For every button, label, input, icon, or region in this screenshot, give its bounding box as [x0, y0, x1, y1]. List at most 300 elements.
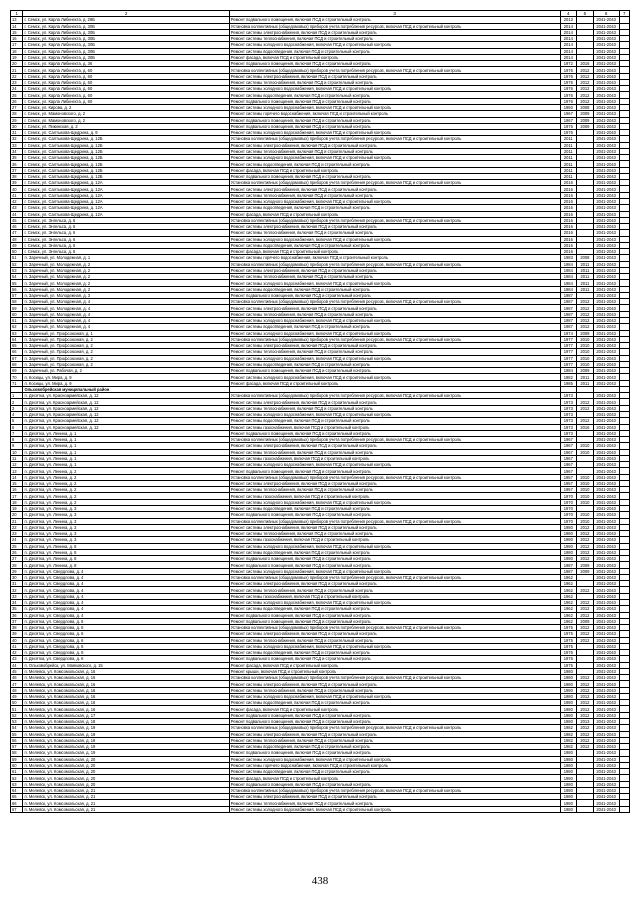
- address-cell: п. Десятка, ул. Ленина, д. 2: [23, 493, 229, 499]
- work-type-cell: Ремонт системы электроснабжения, включая ПСД и строительный контроль: [229, 142, 560, 148]
- address-cell: п. Десятка, ул. Ленина, д. 8: [23, 562, 229, 568]
- address-cell: г. Семск, ул. Карла Либкнехта, д. 60: [23, 67, 229, 73]
- row-number: 33: [11, 142, 23, 148]
- work-type-cell: Ремонт системы электроснабжения, включая ПСД и строительный контроль: [229, 681, 560, 687]
- year-built-cell: 1984: [560, 267, 577, 273]
- address-cell: п. Мелевск, ул. Комсомольская, д. 20: [23, 762, 229, 768]
- work-type-cell: Ремонт крыши, включая ПСД и строительный контроль: [229, 668, 560, 674]
- row-number: 29: [11, 568, 23, 574]
- last-repair-year-cell: 2010: [577, 499, 594, 505]
- row-number: 31: [11, 130, 23, 136]
- address-cell: г. Семск, ул. Салтыкова-Щедрина, д. 12А: [23, 192, 229, 198]
- planned-period-cell: 2041-2043: [593, 574, 619, 580]
- last-repair-year-cell: 2012: [577, 98, 594, 104]
- row-number: 51: [11, 255, 23, 261]
- year-built-cell: 2014: [560, 42, 577, 48]
- planned-period-cell: 2041-2043: [593, 700, 619, 706]
- address-cell: п. Десятка, ул. Ленина, д. 3: [23, 537, 229, 543]
- last-repair-year-cell: 2011: [577, 286, 594, 292]
- row-number: 57: [11, 292, 23, 298]
- planned-period-cell: 2041-2043: [593, 662, 619, 668]
- year-built-cell: 1976: [560, 79, 577, 85]
- work-type-cell: Ремонт системы холодного водоснабжения, включая ПСД и строительный контроль: [229, 499, 560, 505]
- address-cell: п. Десятка, ул. Свердлова, д. 6: [23, 637, 229, 643]
- row-number: 15: [11, 480, 23, 486]
- year-built-cell: 1977: [560, 361, 577, 367]
- row-number: 19: [11, 505, 23, 511]
- row-number: 64: [11, 336, 23, 342]
- last-repair-year-cell: 2012: [577, 631, 594, 637]
- row-number: 63: [11, 330, 23, 336]
- year-built-cell: 1975: [560, 123, 577, 129]
- work-type-cell: Ремонт системы водоотведения, включая ПСД и строительный контроль: [229, 549, 560, 555]
- work-type-cell: Ремонт подвального помещения, включая ПСД и строительный контроль: [229, 656, 560, 662]
- work-type-cell: Ремонт системы электроснабжения, включая ПСД и строительный контроль: [229, 443, 560, 449]
- work-type-cell: Ремонт системы холодного водоснабжения, включая ПСД и строительный контроль: [229, 236, 560, 242]
- last-repair-year-cell: 2012: [577, 725, 594, 731]
- last-repair-year-cell: 2012: [577, 744, 594, 750]
- work-type-cell: Ремонт системы теплоснабжения, включая ПСД и строительный контроль: [229, 192, 560, 198]
- work-type-cell: Ремонт системы холодного водоснабжения, включая ПСД и строительный контроль: [229, 374, 560, 380]
- address-cell: п. Десятка, ул. Ленина, д. 8: [23, 549, 229, 555]
- planned-period-cell: 2041-2043: [593, 637, 619, 643]
- year-built-cell: 1970: [560, 499, 577, 505]
- row-number: 46: [11, 224, 23, 230]
- year-built-cell: 1980: [560, 524, 577, 530]
- planned-period-cell: 2041-2043: [593, 455, 619, 461]
- planned-period-cell: 2041-2043: [593, 505, 619, 511]
- year-built-cell: 2013: [560, 17, 577, 23]
- year-built-cell: 2016: [560, 217, 577, 223]
- year-built-cell: 2016: [560, 198, 577, 204]
- row-number: 28: [11, 111, 23, 117]
- planned-period-cell: 2041-2043: [593, 104, 619, 110]
- work-type-cell: Ремонт системы электроснабжения, включая ПСД и строительный контроль: [229, 581, 560, 587]
- year-built-cell: 2011: [560, 155, 577, 161]
- row-number: 43: [11, 656, 23, 662]
- address-cell: п. Десятка, ул. Свердлова, д. 4: [23, 593, 229, 599]
- row-number: 66: [11, 349, 23, 355]
- planned-period-cell: 2041-2043: [593, 493, 619, 499]
- work-type-cell: Ремонт системы электроснабжения, включая ПСД и строительный контроль: [229, 631, 560, 637]
- planned-period-cell: 2041-2043: [593, 155, 619, 161]
- year-built-cell: 1962: [560, 581, 577, 587]
- planned-period-cell: 2041-2043: [593, 368, 619, 374]
- address-cell: п. Заречный, ул. Молодежная, д. 2: [23, 280, 229, 286]
- planned-period-cell: 2041-2043: [593, 324, 619, 330]
- planned-period-cell: 2041-2043: [593, 274, 619, 280]
- work-type-cell: Ремонт системы электроснабжения, включая ПСД и строительный контроль: [229, 794, 560, 800]
- row-number: 67: [11, 806, 23, 812]
- year-built-cell: 1980: [560, 712, 577, 718]
- work-type-cell: Ремонт системы водоотведения, включая ПСД и строительный контроль: [229, 48, 560, 54]
- year-built-cell: 1980: [560, 750, 577, 756]
- row-number: 4: [11, 412, 23, 418]
- planned-period-cell: 2041-2043: [593, 111, 619, 117]
- work-type-cell: Ремонт подвального помещения, включая ПСД и строительный контроль: [229, 117, 560, 123]
- row-number: 38: [11, 173, 23, 179]
- work-type-cell: Ремонт системы водоотведения, включая ПСД и строительный контроль: [229, 286, 560, 292]
- row-number: 60: [11, 311, 23, 317]
- row-number: 25: [11, 543, 23, 549]
- address-cell: п. Заречный, ул. Молодежная, д. 4: [23, 305, 229, 311]
- address-cell: г. Семск, ул. Салтыкова-Щедрина, д. 12Б: [23, 142, 229, 148]
- year-built-cell: 2016: [560, 211, 577, 217]
- work-type-cell: Ремонт системы газоснабжения, включая ПСД и строительный контроль: [229, 537, 560, 543]
- row-number: 50: [11, 700, 23, 706]
- table-body: [11, 11, 630, 813]
- work-type-cell: Ремонт фасада, включая ПСД и строительный контроль: [229, 775, 560, 781]
- work-type-cell: Ремонт системы водоотведения, включая ПСД и строительный контроль: [229, 161, 560, 167]
- row-number: 34: [11, 599, 23, 605]
- planned-period-cell: 2041-2043: [593, 92, 619, 98]
- row-number: 22: [11, 524, 23, 530]
- last-repair-year-cell: 2012: [577, 405, 594, 411]
- year-built-cell: 1975: [560, 643, 577, 649]
- year-built-cell: 1980: [560, 681, 577, 687]
- last-repair-year-cell: 2012: [577, 86, 594, 92]
- row-number: 39: [11, 631, 23, 637]
- column-number-4: 4: [560, 11, 577, 17]
- row-number: 61: [11, 318, 23, 324]
- planned-period-cell: 2041-2043: [593, 86, 619, 92]
- last-repair-year-cell: 2011: [577, 280, 594, 286]
- last-repair-year-cell: 2010: [577, 336, 594, 342]
- row-number: 20: [11, 61, 23, 67]
- row-number: 47: [11, 230, 23, 236]
- planned-period-cell: 2041-2043: [593, 769, 619, 775]
- last-repair-year-cell: 2011: [577, 274, 594, 280]
- last-repair-year-cell: 2012: [577, 305, 594, 311]
- row-number: 43: [11, 205, 23, 211]
- last-repair-year-cell: 2009: [577, 618, 594, 624]
- planned-period-cell: 2041-2043: [593, 474, 619, 480]
- planned-period-cell: 2041-2043: [593, 311, 619, 317]
- last-repair-year-cell: 2012: [577, 731, 594, 737]
- work-type-cell: Ремонт системы холодного водоснабжения, включая ПСД и строительный контроль: [229, 462, 560, 468]
- address-cell: п. Мелевск, ул. Комсомольская, д. 19: [23, 750, 229, 756]
- year-built-cell: 1976: [560, 98, 577, 104]
- year-built-cell: 2014: [560, 23, 577, 29]
- year-built-cell: 2011: [560, 173, 577, 179]
- work-type-cell: Ремонт системы холодного водоснабжения, включая ПСД и строительный контроль: [229, 280, 560, 286]
- address-cell: п. Десятка, ул. Свердлова, д. 6: [23, 631, 229, 637]
- row-number: 64: [11, 787, 23, 793]
- work-type-cell: Ремонт системы газоснабжения, включая ПСД и строительный контроль: [229, 424, 560, 430]
- last-repair-year-cell: 2011: [577, 261, 594, 267]
- year-built-cell: 1973: [560, 430, 577, 436]
- planned-period-cell: 2041-2043: [593, 675, 619, 681]
- row-number: 25: [11, 92, 23, 98]
- planned-period-cell: 2041-2043: [593, 292, 619, 298]
- address-cell: п. Десятка, ул. Свердлова, д. 4: [23, 574, 229, 580]
- work-type-cell: Ремонт системы холодного водоснабжения, включая ПСД и строительный контроль: [229, 318, 560, 324]
- row-number: 27: [11, 556, 23, 562]
- work-type-cell: Ремонт системы водоотведения, включая ПСД и строительный контроль: [229, 650, 560, 656]
- work-type-cell: Ремонт системы теплоснабжения, включая ПСД и строительный контроль: [229, 230, 560, 236]
- planned-period-cell: 2041-2043: [593, 23, 619, 29]
- row-number: 16: [11, 36, 23, 42]
- planned-period-cell: 2041-2043: [593, 136, 619, 142]
- address-cell: п. Заречный, ул. Профсоюзная, д. 2: [23, 336, 229, 342]
- address-cell: г. Семск, ул. Карла Либкнехта, д. 30Б: [23, 23, 229, 29]
- year-built-cell: 2016: [560, 180, 577, 186]
- planned-period-cell: 2041-2043: [593, 449, 619, 455]
- last-repair-year-cell: 2010: [577, 474, 594, 480]
- planned-period-cell: 2041-2043: [593, 650, 619, 656]
- address-cell: п. Мелевск, ул. Комсомольская, д. 21: [23, 794, 229, 800]
- work-type-cell: Ремонт системы теплоснабжения, включая ПСД и строительный контроль: [229, 405, 560, 411]
- planned-period-cell: 2041-2043: [593, 361, 619, 367]
- planned-period-cell: 2041-2043: [593, 374, 619, 380]
- year-built-cell: 1950: [560, 104, 577, 110]
- address-cell: г. Семск, ул. Карла Либкнехта, д. 30Б: [23, 42, 229, 48]
- address-cell: п. Заречный, ул. Рабочая, д. 2: [23, 368, 229, 374]
- work-type-cell: Ремонт подвального помещения, включая ПСД и строительный контроль: [229, 123, 560, 129]
- last-repair-year-cell: 2010: [577, 349, 594, 355]
- last-repair-year-cell: 2008: [577, 255, 594, 261]
- last-repair-year-cell: [577, 806, 594, 812]
- planned-period-cell: 2041-2043: [593, 142, 619, 148]
- planned-period-cell: 2041-2043: [593, 380, 619, 386]
- last-repair-year-cell: 2010: [577, 487, 594, 493]
- planned-period-cell: 2041-2043: [593, 224, 619, 230]
- planned-period-cell: 2041-2043: [593, 267, 619, 273]
- address-cell: п. Заречный, ул. Профсоюзная, д. 2: [23, 343, 229, 349]
- year-built-cell: 1975: [560, 656, 577, 662]
- work-type-cell: Ремонт системы водоотведения, включая ПСД и строительный контроль: [229, 744, 560, 750]
- year-built-cell: 2011: [560, 136, 577, 142]
- work-type-cell: Ремонт подвального помещения, включая ПСД и строительный контроль: [229, 292, 560, 298]
- planned-period-cell: 2041-2043: [593, 537, 619, 543]
- address-cell: г. Семск, ул. Энгельса, д. 6: [23, 230, 229, 236]
- year-built-cell: 1976: [560, 86, 577, 92]
- address-cell: п. Десятка, ул. Ленина, д. 8: [23, 543, 229, 549]
- last-repair-year-cell: 2010: [577, 443, 594, 449]
- planned-period-cell: 2041-2043: [593, 355, 619, 361]
- address-cell: п. Десятка, ул. Свердлова, д. 4: [23, 606, 229, 612]
- address-cell: п. Мелевск, ул. Комсомольская, д. 17: [23, 712, 229, 718]
- planned-period-cell: 2041-2043: [593, 643, 619, 649]
- work-type-cell: Ремонт системы холодного водоснабжения, включая ПСД и строительный контроль: [229, 806, 560, 812]
- row-number: 39: [11, 180, 23, 186]
- year-built-cell: 1957: [560, 487, 577, 493]
- column-number-3: 3: [229, 11, 560, 17]
- year-built-cell: 2016: [560, 192, 577, 198]
- planned-period-cell: 2041-2043: [593, 36, 619, 42]
- year-built-cell: 1980: [560, 706, 577, 712]
- address-cell: п. Мелевск, ул. Комсомольская, д. 19: [23, 744, 229, 750]
- work-type-cell: Ремонт системы электроснабжения, включая ПСД и строительный контроль: [229, 731, 560, 737]
- planned-period-cell: 2041-2043: [593, 750, 619, 756]
- planned-period-cell: 2041-2043: [593, 625, 619, 631]
- work-type-cell: Ремонт фасада, включая ПСД и строительный контроль: [229, 249, 560, 255]
- row-number: 1: [11, 393, 23, 399]
- address-cell: г. Семск, ул. Карла Либкнехта, д. 30Б: [23, 36, 229, 42]
- work-type-cell: Ремонт подвального помещения, включая ПСД и строительный контроль: [229, 430, 560, 436]
- work-type-cell: Установка коллективных (общедомовых) приборов учета потребления ресурсов, включая ПСД и строительный контроль: [229, 67, 560, 73]
- year-built-cell: 1983: [560, 255, 577, 261]
- year-built-cell: 1984: [560, 286, 577, 292]
- row-number: 71: [11, 380, 23, 386]
- planned-period-cell: 2041-2043: [593, 568, 619, 574]
- work-type-cell: Ремонт системы газоснабжения, включая ПСД и строительный контроль: [229, 593, 560, 599]
- work-type-cell: Ремонт фасада, включая ПСД и строительный контроль: [229, 662, 560, 668]
- address-cell: п. Десятка, ул. Свердлова, д. 4: [23, 568, 229, 574]
- work-type-cell: Ремонт системы холодного водоснабжения, включая ПСД и строительный контроль: [229, 412, 560, 418]
- work-type-cell: Установка коллективных (общедомовых) приборов учета потребления ресурсов, включая ПСД и строительный контроль: [229, 336, 560, 342]
- last-repair-year-cell: 2010: [577, 480, 594, 486]
- address-cell: г. Семск, ул. Салтыкова-Щедрина, д. 12Б: [23, 173, 229, 179]
- row-number: 9: [11, 443, 23, 449]
- year-built-cell: 1977: [560, 336, 577, 342]
- year-built-cell: 1973: [560, 424, 577, 430]
- work-type-cell: Ремонт подвального помещения, включая ПСД и строительный контроль: [229, 562, 560, 568]
- year-built-cell: 1967: [560, 455, 577, 461]
- planned-period-cell: 2041-2043: [593, 405, 619, 411]
- year-built-cell: 1987: [560, 305, 577, 311]
- work-type-cell: Установка коллективных (общедомовых) приборов учета потребления ресурсов, включая ПСД и строительный контроль: [229, 675, 560, 681]
- row-number: 59: [11, 756, 23, 762]
- last-repair-year-cell: 2012: [577, 606, 594, 612]
- last-repair-year-cell: 2012: [577, 318, 594, 324]
- address-cell: г. Семск, ул. Мамоновского, д. 2: [23, 111, 229, 117]
- last-repair-year-cell: 2009: [577, 562, 594, 568]
- year-built-cell: 1975: [560, 631, 577, 637]
- planned-period-cell: 2041-2043: [593, 787, 619, 793]
- planned-period-cell: 2041-2043: [593, 330, 619, 336]
- address-cell: г. Семск, ул. Салтыкова-Щедрина, д. 12Б: [23, 167, 229, 173]
- planned-period-cell: 2041-2043: [593, 737, 619, 743]
- year-built-cell: 2014: [560, 36, 577, 42]
- last-repair-year-cell: 2012: [577, 418, 594, 424]
- address-cell: г. Семск, ул. Салтыкова-Щедрина, д. 12А: [23, 198, 229, 204]
- row-number: 17: [11, 42, 23, 48]
- planned-period-cell: 2041-2043: [593, 693, 619, 699]
- year-built-cell: 1970: [560, 512, 577, 518]
- planned-period-cell: 2041-2043: [593, 443, 619, 449]
- work-type-cell: Установка коллективных (общедомовых) приборов учета потребления ресурсов, включая ПСД и строительный контроль: [229, 393, 560, 399]
- address-cell: п. Десятка, ул. Свердлова, д. 6: [23, 643, 229, 649]
- planned-period-cell: 2041-2043: [593, 499, 619, 505]
- work-type-cell: Ремонт системы теплоснабжения, включая ПСД и строительный контроль: [229, 687, 560, 693]
- year-built-cell: 2016: [560, 205, 577, 211]
- address-cell: п. Десятка, ул. Свердлова, д. 4: [23, 599, 229, 605]
- year-built-cell: 1962: [560, 612, 577, 618]
- planned-period-cell: 2041-2043: [593, 336, 619, 342]
- last-repair-year-cell: 2012: [577, 524, 594, 530]
- planned-period-cell: 2041-2043: [593, 61, 619, 67]
- row-number: 56: [11, 286, 23, 292]
- address-cell: п. Десятка, ул. Ленина, д. 3: [23, 518, 229, 524]
- address-cell: г. Семск, ул. Салтыкова-Щедрина, д. 12Б: [23, 161, 229, 167]
- work-type-cell: Ремонт подвального помещения, включая ПСД и строительный контроль: [229, 618, 560, 624]
- last-repair-year-cell: 2012: [577, 612, 594, 618]
- planned-period-cell: 2041-2043: [593, 343, 619, 349]
- row-number: 59: [11, 305, 23, 311]
- work-type-cell: Ремонт системы холодного водоснабжения, включая ПСД и строительный контроль: [229, 155, 560, 161]
- work-type-cell: Установка коллективных (общедомовых) приборов учета потребления ресурсов, включая ПСД и строительный контроль: [229, 625, 560, 631]
- address-cell: п. Мелевск, ул. Комсомольская, д. 21: [23, 806, 229, 812]
- planned-period-cell: 2041-2043: [593, 549, 619, 555]
- planned-period-cell: 2041-2043: [593, 480, 619, 486]
- address-cell: п. Косицы, ул. Мира, д. 9: [23, 374, 229, 380]
- year-built-cell: 1962: [560, 574, 577, 580]
- planned-period-cell: 2041-2043: [593, 762, 619, 768]
- work-type-cell: Ремонт фасада, включая ПСД и строительный контроль: [229, 167, 560, 173]
- address-cell: п. Десятка, ул. Ленина, д. 2: [23, 474, 229, 480]
- address-cell: п. Заречный, ул. Профсоюзная, д. 2: [23, 355, 229, 361]
- year-built-cell: 1957: [560, 474, 577, 480]
- planned-period-cell: 2041-2043: [593, 236, 619, 242]
- work-type-cell: Ремонт системы водоотведения, включая ПСД и строительный контроль: [229, 606, 560, 612]
- row-number: 24: [11, 537, 23, 543]
- planned-period-cell: 2041-2043: [593, 794, 619, 800]
- column-number-2: 2: [23, 11, 229, 17]
- row-number: 14: [11, 23, 23, 29]
- planned-period-cell: 2041-2043: [593, 468, 619, 474]
- row-number: 40: [11, 637, 23, 643]
- year-built-cell: 1980: [560, 549, 577, 555]
- last-repair-year-cell: 2012: [577, 693, 594, 699]
- address-cell: п. Десятка, ул. Красноармейская, д. 12: [23, 399, 229, 405]
- row-number: 37: [11, 167, 23, 173]
- address-cell: п. Заречный, ул. Молодежная, д. 4: [23, 311, 229, 317]
- year-built-cell: 1962: [560, 587, 577, 593]
- row-number: 44: [11, 211, 23, 217]
- year-built-cell: 1967: [560, 449, 577, 455]
- last-repair-year-cell: 2012: [577, 79, 594, 85]
- row-number: 60: [11, 762, 23, 768]
- row-number: 35: [11, 155, 23, 161]
- planned-period-cell: 2041-2043: [593, 606, 619, 612]
- address-cell: п. Десятка, ул. Свердлова, д. 4: [23, 587, 229, 593]
- address-cell: п. Десятка, ул. Ленина, д. 1: [23, 437, 229, 443]
- planned-period-cell: 2041-2043: [593, 192, 619, 198]
- row-number: 44: [11, 662, 23, 668]
- address-cell: п. Мелевск, ул. Комсомольская, д. 21: [23, 800, 229, 806]
- work-type-cell: Ремонт фасада, включая ПСД и строительный контроль: [229, 211, 560, 217]
- work-type-cell: Ремонт системы теплоснабжения, включая ПСД и строительный контроль: [229, 311, 560, 317]
- year-built-cell: 1980: [560, 719, 577, 725]
- row-number: 57: [11, 744, 23, 750]
- row-number: 53: [11, 719, 23, 725]
- address-cell: г. Семск, ул. Карла Либкнехта, д. 30Б: [23, 29, 229, 35]
- address-cell: п. Мелевск, ул. Комсомольская, д. 20: [23, 775, 229, 781]
- work-type-cell: Ремонт подвального помещения, включая ПСД и строительный контроль: [229, 556, 560, 562]
- address-cell: п. Десятка, ул. Свердлова, д. 6: [23, 650, 229, 656]
- work-type-cell: Ремонт системы водоотведения, включая ПСД и строительный контроль: [229, 324, 560, 330]
- year-built-cell: 1987: [560, 292, 577, 298]
- address-cell: п. Заречный, ул. Молодежная, д. 2: [23, 286, 229, 292]
- year-built-cell: 1973: [560, 405, 577, 411]
- work-type-cell: Установка коллективных (общедомовых) приборов учета потребления ресурсов, включая ПСД и строительный контроль: [229, 725, 560, 731]
- last-repair-year-cell: 2010: [577, 355, 594, 361]
- address-cell: п. Ольховобрейск, ул. Маяковского, д. 15: [23, 662, 229, 668]
- row-number: 6: [11, 424, 23, 430]
- last-repair-year-cell: 2010: [577, 449, 594, 455]
- address-cell: п. Десятка, ул. Ленина, д. 8: [23, 556, 229, 562]
- work-type-cell: Ремонт системы электроснабжения, включая ПСД и строительный контроль: [229, 305, 560, 311]
- address-cell: п. Десятка, ул. Ленина, д. 3: [23, 505, 229, 511]
- planned-period-cell: 2041-2043: [593, 161, 619, 167]
- row-number: 50: [11, 249, 23, 255]
- planned-period-cell: 2041-2043: [593, 230, 619, 236]
- row-number: 26: [11, 98, 23, 104]
- row-number: 36: [11, 612, 23, 618]
- work-type-cell: Ремонт системы электроснабжения, включая ПСД и строительный контроль: [229, 343, 560, 349]
- address-cell: п. Мелевск, ул. Комсомольская, д. 16: [23, 668, 229, 674]
